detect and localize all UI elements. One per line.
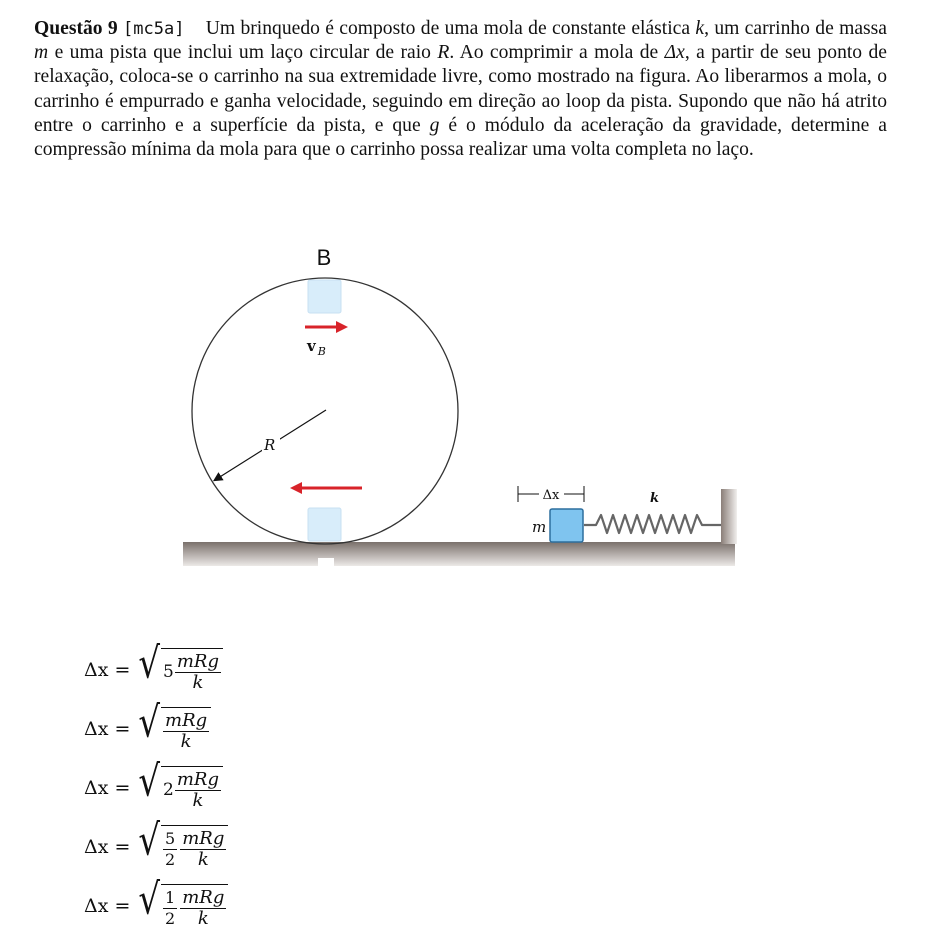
option-lhs: Δx: [84, 777, 109, 799]
square-root: [138, 756, 223, 811]
option-numerator: mRg: [176, 650, 220, 672]
symbol-dx: Δx: [664, 42, 685, 64]
answer-option-2[interactable]: [84, 697, 211, 752]
compression-label: Δx: [542, 488, 560, 503]
square-root: [138, 874, 228, 929]
radical-sign: √: [138, 697, 161, 748]
answer-option-4[interactable]: [84, 815, 228, 870]
option-equals: =: [114, 836, 131, 858]
option-equals: =: [114, 895, 131, 917]
statement-text-2: , um carrinho de massa: [704, 18, 887, 39]
option-coef-denominator: 2: [165, 849, 176, 869]
symbol-g: g: [429, 114, 440, 136]
loop-track-figure: [180, 240, 740, 570]
velocity-arrowhead-bottom: [290, 482, 302, 494]
option-coef-numerator: 5: [165, 828, 176, 848]
velocity-label: v $_B$: [307, 337, 326, 358]
square-root: [138, 697, 211, 752]
radical-sign: √: [138, 815, 161, 866]
question-tag: [mc5a]: [123, 19, 185, 39]
option-lhs: Δx: [84, 718, 109, 740]
option-numerator: mRg: [182, 886, 225, 908]
option-numerator: mRg: [176, 768, 220, 790]
statement-text-5: , a partir de seu ponto de relaxação, coloca-se o carrinho na sua extremidade livre, como mostrado na figura. Ao liberarmos a mola, o carrinho é empurrado e ganha velocidade, seguindo em direção ao loop da pista. Supondo que não há atrito entre o carrinho e a superfície da pista, e que: [34, 42, 887, 136]
velocity-arrowhead-top: [336, 321, 348, 333]
spring-wall: [721, 489, 737, 544]
symbol-k: k: [695, 18, 705, 39]
cart-ghost-bottom: [308, 508, 341, 541]
radius-label: R: [264, 436, 276, 454]
square-root: [138, 638, 223, 693]
floor-gap: [318, 558, 334, 568]
square-root: [138, 815, 228, 870]
option-lhs: Δx: [84, 836, 109, 858]
option-denominator: k: [192, 789, 204, 811]
option-lhs: Δx: [84, 659, 109, 681]
option-numerator: mRg: [182, 827, 225, 849]
option-denominator: k: [197, 848, 209, 870]
symbol-m: m: [34, 42, 49, 64]
statement-text-6: é o módulo da aceleração da gravidade, determine a compressão mínima da mola para que o carrinho possa realizar uma volta completa no laço.: [34, 114, 887, 161]
option-denominator: k: [192, 671, 204, 693]
mass-label: m: [532, 518, 547, 536]
option-equals: =: [114, 777, 131, 799]
answer-option-5[interactable]: [84, 874, 228, 929]
question-title: Questão 9: [34, 18, 118, 39]
symbol-R: R: [437, 42, 450, 64]
option-coefficient: 2: [163, 780, 174, 800]
option-equals: =: [114, 659, 131, 681]
option-coef-numerator: 1: [165, 887, 176, 907]
radical-sign: √: [138, 638, 161, 689]
option-coef-denominator: 2: [165, 908, 176, 928]
answer-option-3[interactable]: [84, 756, 223, 811]
point-b-label: B: [316, 245, 332, 270]
option-equals: =: [114, 718, 131, 740]
option-coefficient: 5: [163, 662, 174, 682]
answer-option-1[interactable]: [84, 638, 223, 693]
option-denominator: k: [197, 907, 209, 929]
spring-label: k: [650, 491, 660, 506]
radical-sign: √: [138, 874, 161, 925]
statement-text-3: e uma pista que inclui um laço circular de raio: [54, 42, 431, 64]
track-floor: [183, 542, 735, 566]
cart-ghost-top: [308, 280, 341, 313]
option-numerator: mRg: [165, 709, 208, 731]
cart-block: [550, 509, 583, 542]
radical-sign: √: [138, 756, 161, 807]
spring-coil: [584, 515, 721, 533]
option-lhs: Δx: [84, 895, 109, 917]
question-statement: [34, 17, 887, 162]
option-denominator: k: [180, 730, 192, 752]
statement-text-1: Um brinquedo é composto de uma mola de constante elástica: [205, 18, 691, 39]
statement-text-4: . Ao comprimir a mola de: [449, 42, 659, 64]
